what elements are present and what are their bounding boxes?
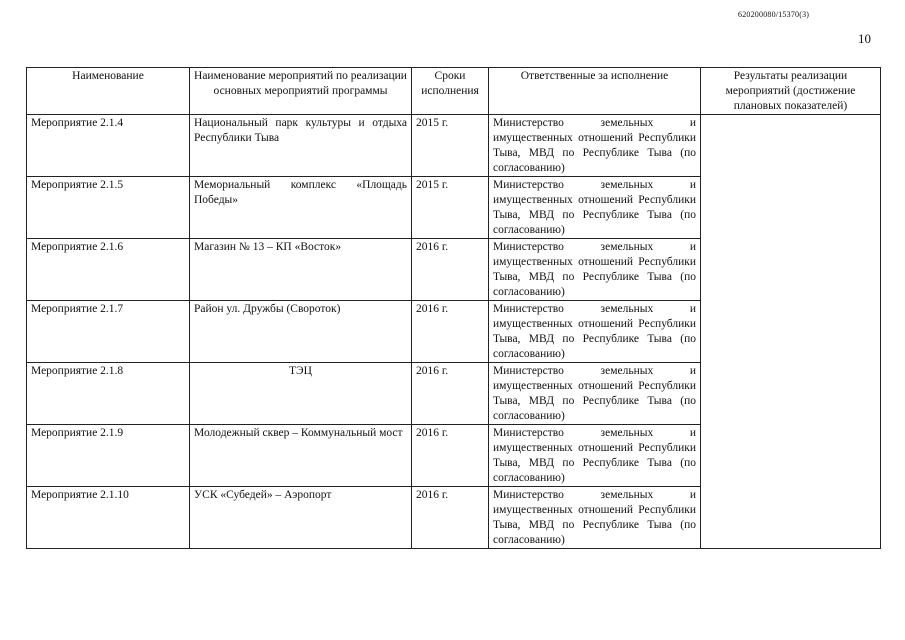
cell-term: 2016 г. <box>412 487 489 549</box>
cell-responsible: Министерство земельных и имущественных отношений Республики Тыва, МВД по Республике Тыва (по согласованию) <box>489 115 701 177</box>
cell-event: Магазин № 13 – КП «Восток» <box>190 239 412 301</box>
cell-responsible: Министерство земельных и имущественных отношений Республики Тыва, МВД по Республике Тыва (по согласованию) <box>489 177 701 239</box>
cell-responsible: Министерство земельных и имущественных отношений Республики Тыва, МВД по Республике Тыва (по согласованию) <box>489 363 701 425</box>
header-results: Результаты реализации мероприятий (достижение плановых показателей) <box>701 68 881 115</box>
cell-name: Мероприятие 2.1.4 <box>27 115 190 177</box>
cell-responsible: Министерство земельных и имущественных отношений Республики Тыва, МВД по Республике Тыва (по согласованию) <box>489 301 701 363</box>
page-number: 10 <box>858 31 871 46</box>
cell-name: Мероприятие 2.1.9 <box>27 425 190 487</box>
cell-results <box>701 115 881 549</box>
cell-name: Мероприятие 2.1.8 <box>27 363 190 425</box>
header-responsible: Ответственные за исполнение <box>489 68 701 115</box>
cell-event: Мемориальный комплекс «Площадь Победы» <box>190 177 412 239</box>
cell-term: 2015 г. <box>412 115 489 177</box>
cell-term: 2016 г. <box>412 301 489 363</box>
cell-event: Молодежный сквер – Коммунальный мост <box>190 425 412 487</box>
cell-name: Мероприятие 2.1.10 <box>27 487 190 549</box>
cell-term: 2015 г. <box>412 177 489 239</box>
cell-responsible: Министерство земельных и имущественных отношений Республики Тыва, МВД по Республике Тыва (по согласованию) <box>489 425 701 487</box>
cell-name: Мероприятие 2.1.7 <box>27 301 190 363</box>
cell-event: ТЭЦ <box>190 363 412 425</box>
cell-term: 2016 г. <box>412 425 489 487</box>
header-event: Наименование мероприятий по реализации основных мероприятий программы <box>190 68 412 115</box>
cell-term: 2016 г. <box>412 239 489 301</box>
document-code: 620200080/15370(3) <box>738 10 810 19</box>
header-term: Сроки исполнения <box>412 68 489 115</box>
header-name: Наименование <box>27 68 190 115</box>
cell-term: 2016 г. <box>412 363 489 425</box>
measures-table <box>26 67 881 549</box>
cell-event: Национальный парк культуры и отдыха Республики Тыва <box>190 115 412 177</box>
cell-event: Район ул. Дружбы (Свороток) <box>190 301 412 363</box>
cell-responsible: Министерство земельных и имущественных отношений Республики Тыва, МВД по Республике Тыва (по согласованию) <box>489 239 701 301</box>
cell-event: УСК «Субедей» – Аэропорт <box>190 487 412 549</box>
cell-name: Мероприятие 2.1.6 <box>27 239 190 301</box>
cell-responsible: Министерство земельных и имущественных отношений Республики Тыва, МВД по Республике Тыва (по согласованию) <box>489 487 701 549</box>
table-row <box>27 115 881 177</box>
cell-name: Мероприятие 2.1.5 <box>27 177 190 239</box>
table-header-row <box>27 68 881 115</box>
